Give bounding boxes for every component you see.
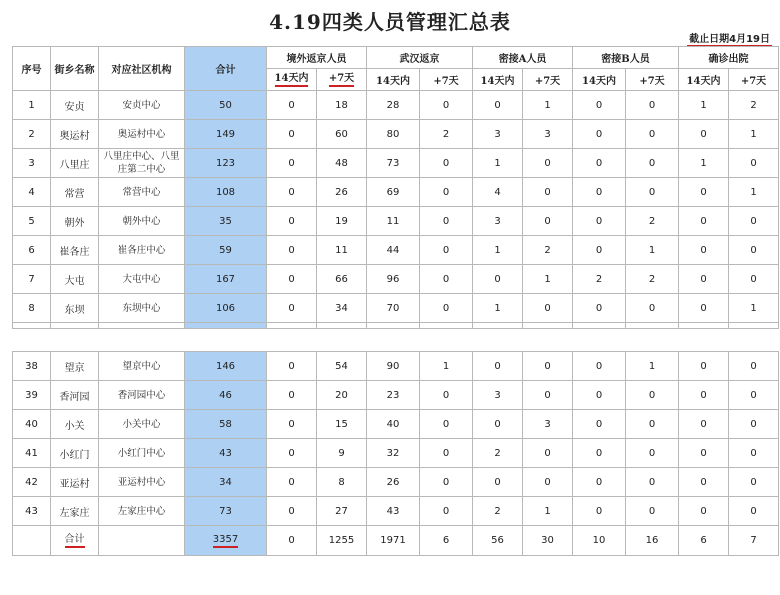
cell-value: 0 [679, 497, 729, 526]
cell-street: 小关 [51, 410, 99, 439]
cell-value: 0 [729, 352, 779, 381]
cell-street: 小红门 [51, 439, 99, 468]
cell-value: 34 [317, 294, 367, 323]
cell-value: 2 [473, 439, 523, 468]
total-value: 6 [420, 526, 473, 556]
cell-seq: 39 [13, 381, 51, 410]
cell-seq: 42 [13, 468, 51, 497]
cell-org: 东坝中心 [99, 294, 185, 323]
total-value: 10 [573, 526, 626, 556]
cell-value: 0 [267, 120, 317, 149]
cell-value: 9 [317, 439, 367, 468]
cell-street: 香河园 [51, 381, 99, 410]
cell-seq: 40 [13, 410, 51, 439]
cell-value: 2 [729, 91, 779, 120]
cell-total: 59 [185, 236, 267, 265]
cell-value: 0 [420, 236, 473, 265]
cell-value: 66 [317, 265, 367, 294]
cutoff-date-label: 截止日期4月19日 [687, 30, 772, 47]
total-label [51, 526, 99, 556]
cell-total: 167 [185, 265, 267, 294]
cell-seq: 5 [13, 207, 51, 236]
cell-value: 2 [626, 207, 679, 236]
cell-value: 80 [367, 120, 420, 149]
cell-value: 0 [626, 497, 679, 526]
total-seq [13, 526, 51, 556]
cell-value: 60 [317, 120, 367, 149]
cell-street: 望京 [51, 352, 99, 381]
cell-value: 0 [420, 497, 473, 526]
total-value: 1255 [317, 526, 367, 556]
cell-value: 0 [626, 120, 679, 149]
cell-value: 2 [473, 497, 523, 526]
cell-value: 1 [729, 120, 779, 149]
cell-value: 0 [573, 294, 626, 323]
cell-value: 0 [729, 410, 779, 439]
cell-value: 1 [679, 149, 729, 178]
cell-value: 23 [367, 381, 420, 410]
cell-total: 73 [185, 497, 267, 526]
cell-value: 0 [679, 207, 729, 236]
header-seq: 序号 [13, 47, 51, 91]
total-label-text: 合计 [65, 534, 85, 548]
cell-value: 3 [473, 381, 523, 410]
subheader-plus7: +7天 [626, 69, 679, 91]
cell-value: 0 [473, 410, 523, 439]
table-row [13, 410, 779, 439]
cell-value: 8 [317, 468, 367, 497]
cell-value: 11 [317, 236, 367, 265]
cell-value: 0 [267, 178, 317, 207]
gap-cell [51, 323, 99, 329]
cell-org: 八里庄中心、八里庄第二中心 [99, 149, 185, 178]
header-group-wuhan: 武汉返京 [367, 47, 473, 69]
cell-seq: 6 [13, 236, 51, 265]
cell-value: 0 [626, 91, 679, 120]
cell-value: 43 [367, 497, 420, 526]
subheader-plus7: +7天 [523, 69, 573, 91]
grand-total-cell [185, 526, 267, 556]
cell-value: 0 [420, 265, 473, 294]
cell-value: 20 [317, 381, 367, 410]
cell-value: 96 [367, 265, 420, 294]
cell-value: 28 [367, 91, 420, 120]
cell-org: 小关中心 [99, 410, 185, 439]
grand-total-value: 3357 [213, 534, 238, 548]
cell-value: 1 [473, 294, 523, 323]
cell-value: 0 [267, 439, 317, 468]
subheader-plus7: +7天 [729, 69, 779, 91]
subheader-in14 [267, 69, 317, 91]
cell-value: 0 [420, 178, 473, 207]
cell-value: 0 [679, 294, 729, 323]
cell-value: 11 [367, 207, 420, 236]
cell-value: 0 [420, 468, 473, 497]
cell-value: 44 [367, 236, 420, 265]
cell-seq: 1 [13, 91, 51, 120]
cell-org: 小红门中心 [99, 439, 185, 468]
cell-org: 常营中心 [99, 178, 185, 207]
summary-table-top [12, 46, 779, 329]
cell-value: 0 [729, 468, 779, 497]
cell-value: 90 [367, 352, 420, 381]
total-value: 16 [626, 526, 679, 556]
cell-value: 0 [267, 294, 317, 323]
cell-org: 香河园中心 [99, 381, 185, 410]
cell-value: 54 [317, 352, 367, 381]
cell-value: 0 [679, 178, 729, 207]
table-row [13, 91, 779, 120]
cell-value: 69 [367, 178, 420, 207]
cell-street: 奥运村 [51, 120, 99, 149]
subheader-label: +7天 [329, 73, 354, 87]
cell-value: 1 [729, 294, 779, 323]
cell-value: 0 [679, 381, 729, 410]
cell-value: 40 [367, 410, 420, 439]
header-org: 对应社区机构 [99, 47, 185, 91]
total-value: 30 [523, 526, 573, 556]
gap-cell [267, 323, 317, 329]
gap-cell [13, 323, 51, 329]
subheader-in14: 14天内 [573, 69, 626, 91]
gap-cell [473, 323, 523, 329]
header-street: 街乡名称 [51, 47, 99, 91]
cell-street: 安贞 [51, 91, 99, 120]
cell-value: 0 [626, 439, 679, 468]
gap-cell [626, 323, 679, 329]
cell-value: 3 [523, 410, 573, 439]
table-gap-row [13, 323, 779, 329]
cell-value: 0 [679, 120, 729, 149]
cell-value: 0 [267, 468, 317, 497]
cell-street: 亚运村 [51, 468, 99, 497]
cell-seq: 3 [13, 149, 51, 178]
total-row [13, 526, 779, 556]
cell-value: 0 [573, 91, 626, 120]
total-value: 1971 [367, 526, 420, 556]
cell-value: 0 [523, 381, 573, 410]
cell-value: 0 [267, 410, 317, 439]
cell-total: 46 [185, 381, 267, 410]
cell-street: 崔各庄 [51, 236, 99, 265]
cell-value: 0 [679, 236, 729, 265]
table-row [13, 294, 779, 323]
cell-value: 0 [420, 381, 473, 410]
table-row [13, 207, 779, 236]
cell-street: 朝外 [51, 207, 99, 236]
cell-total: 43 [185, 439, 267, 468]
cell-value: 0 [267, 149, 317, 178]
cell-value: 0 [267, 352, 317, 381]
cell-value: 2 [420, 120, 473, 149]
cell-org: 崔各庄中心 [99, 236, 185, 265]
cell-value: 1 [729, 178, 779, 207]
total-value: 7 [729, 526, 779, 556]
gap-cell [99, 323, 185, 329]
cell-value: 0 [679, 265, 729, 294]
total-value: 0 [267, 526, 317, 556]
cell-value: 0 [729, 265, 779, 294]
cell-value: 0 [573, 207, 626, 236]
cell-org: 朝外中心 [99, 207, 185, 236]
gap-cell [185, 323, 267, 329]
cell-value: 0 [626, 410, 679, 439]
cell-value: 0 [523, 439, 573, 468]
cell-value: 1 [473, 236, 523, 265]
cell-value: 0 [573, 468, 626, 497]
cell-value: 1 [420, 352, 473, 381]
cell-value: 0 [626, 178, 679, 207]
table-row [13, 497, 779, 526]
cell-street: 左家庄 [51, 497, 99, 526]
total-value: 56 [473, 526, 523, 556]
cell-value: 0 [729, 236, 779, 265]
cell-org: 望京中心 [99, 352, 185, 381]
cell-value: 3 [473, 207, 523, 236]
cell-total: 106 [185, 294, 267, 323]
header-group-contact-b: 密接B人员 [573, 47, 679, 69]
cell-value: 1 [473, 149, 523, 178]
cell-value: 0 [267, 265, 317, 294]
gap-cell [729, 323, 779, 329]
cell-value: 1 [523, 497, 573, 526]
cell-value: 0 [573, 236, 626, 265]
table-row [13, 178, 779, 207]
gap-cell [317, 323, 367, 329]
gap-cell [573, 323, 626, 329]
cell-value: 0 [420, 294, 473, 323]
cell-value: 27 [317, 497, 367, 526]
cell-org: 安贞中心 [99, 91, 185, 120]
subheader-label: 14天内 [275, 73, 309, 87]
cell-value: 0 [679, 410, 729, 439]
cell-value: 26 [367, 468, 420, 497]
cell-total: 50 [185, 91, 267, 120]
table-row [13, 381, 779, 410]
cell-value: 1 [523, 91, 573, 120]
total-value: 6 [679, 526, 729, 556]
cell-value: 0 [523, 149, 573, 178]
cell-value: 0 [523, 468, 573, 497]
cell-value: 0 [523, 294, 573, 323]
cell-value: 2 [523, 236, 573, 265]
cell-value: 0 [420, 91, 473, 120]
header-total: 合计 [185, 47, 267, 91]
cell-value: 0 [267, 497, 317, 526]
subheader-in14: 14天内 [473, 69, 523, 91]
header-group-discharged: 确诊出院 [679, 47, 779, 69]
cell-value: 0 [473, 265, 523, 294]
cell-value: 0 [729, 207, 779, 236]
cell-value: 0 [523, 178, 573, 207]
cell-value: 1 [626, 352, 679, 381]
cell-value: 26 [317, 178, 367, 207]
cell-value: 0 [626, 381, 679, 410]
cell-value: 18 [317, 91, 367, 120]
cell-value: 0 [626, 294, 679, 323]
cell-seq: 8 [13, 294, 51, 323]
cell-seq: 4 [13, 178, 51, 207]
cell-seq: 41 [13, 439, 51, 468]
cell-value: 3 [523, 120, 573, 149]
cell-value: 0 [473, 468, 523, 497]
cell-value: 0 [420, 207, 473, 236]
cell-value: 0 [420, 149, 473, 178]
cell-value: 32 [367, 439, 420, 468]
cell-value: 0 [267, 91, 317, 120]
table-row [13, 120, 779, 149]
cell-value: 70 [367, 294, 420, 323]
cell-total: 123 [185, 149, 267, 178]
cell-seq: 43 [13, 497, 51, 526]
cell-total: 146 [185, 352, 267, 381]
subheader-plus7 [317, 69, 367, 91]
cell-value: 0 [573, 497, 626, 526]
cell-value: 0 [573, 178, 626, 207]
cell-org: 亚运村中心 [99, 468, 185, 497]
cell-value: 0 [420, 439, 473, 468]
cell-value: 48 [317, 149, 367, 178]
table-row [13, 439, 779, 468]
cell-value: 0 [420, 410, 473, 439]
cell-value: 0 [473, 352, 523, 381]
cell-value: 2 [573, 265, 626, 294]
header-group-overseas: 境外返京人员 [267, 47, 367, 69]
cell-org: 大屯中心 [99, 265, 185, 294]
table-row [13, 352, 779, 381]
table-row [13, 468, 779, 497]
cell-value: 0 [626, 149, 679, 178]
table-row [13, 236, 779, 265]
cell-value: 1 [626, 236, 679, 265]
gap-cell [420, 323, 473, 329]
cell-street: 常营 [51, 178, 99, 207]
cell-value: 0 [267, 236, 317, 265]
cell-value: 3 [473, 120, 523, 149]
cell-value: 0 [573, 381, 626, 410]
cell-value: 0 [679, 352, 729, 381]
cell-value: 4 [473, 178, 523, 207]
cell-value: 0 [626, 468, 679, 497]
cell-street: 大屯 [51, 265, 99, 294]
cell-value: 0 [573, 149, 626, 178]
total-org [99, 526, 185, 556]
cell-value: 0 [679, 439, 729, 468]
cell-seq: 2 [13, 120, 51, 149]
cell-org: 左家庄中心 [99, 497, 185, 526]
cell-value: 0 [473, 91, 523, 120]
cell-value: 0 [573, 120, 626, 149]
cell-value: 0 [729, 149, 779, 178]
cell-seq: 7 [13, 265, 51, 294]
summary-table-bottom [12, 351, 779, 556]
cell-value: 0 [267, 207, 317, 236]
cell-value: 1 [679, 91, 729, 120]
subheader-in14: 14天内 [367, 69, 420, 91]
table-row [13, 149, 779, 178]
cell-value: 0 [573, 410, 626, 439]
gap-cell [679, 323, 729, 329]
cell-value: 0 [729, 381, 779, 410]
cell-value: 0 [267, 381, 317, 410]
gap-cell [523, 323, 573, 329]
table-row [13, 265, 779, 294]
cell-value: 1 [523, 265, 573, 294]
cell-total: 58 [185, 410, 267, 439]
cell-org: 奥运村中心 [99, 120, 185, 149]
cell-value: 2 [626, 265, 679, 294]
cell-total: 149 [185, 120, 267, 149]
cell-value: 0 [729, 439, 779, 468]
cell-total: 34 [185, 468, 267, 497]
cell-total: 35 [185, 207, 267, 236]
cell-value: 73 [367, 149, 420, 178]
cell-total: 108 [185, 178, 267, 207]
cell-value: 0 [573, 352, 626, 381]
gap-cell [367, 323, 420, 329]
cell-value: 19 [317, 207, 367, 236]
cell-seq: 38 [13, 352, 51, 381]
cell-value: 15 [317, 410, 367, 439]
page-title: 4.19四类人员管理汇总表 [269, 10, 511, 34]
cell-value: 0 [573, 439, 626, 468]
cell-street: 东坝 [51, 294, 99, 323]
cell-street: 八里庄 [51, 149, 99, 178]
header-group-contact-a: 密接A人员 [473, 47, 573, 69]
subheader-plus7: +7天 [420, 69, 473, 91]
subheader-in14: 14天内 [679, 69, 729, 91]
cell-value: 0 [523, 207, 573, 236]
cell-value: 0 [729, 497, 779, 526]
cell-value: 0 [679, 468, 729, 497]
cell-value: 0 [523, 352, 573, 381]
